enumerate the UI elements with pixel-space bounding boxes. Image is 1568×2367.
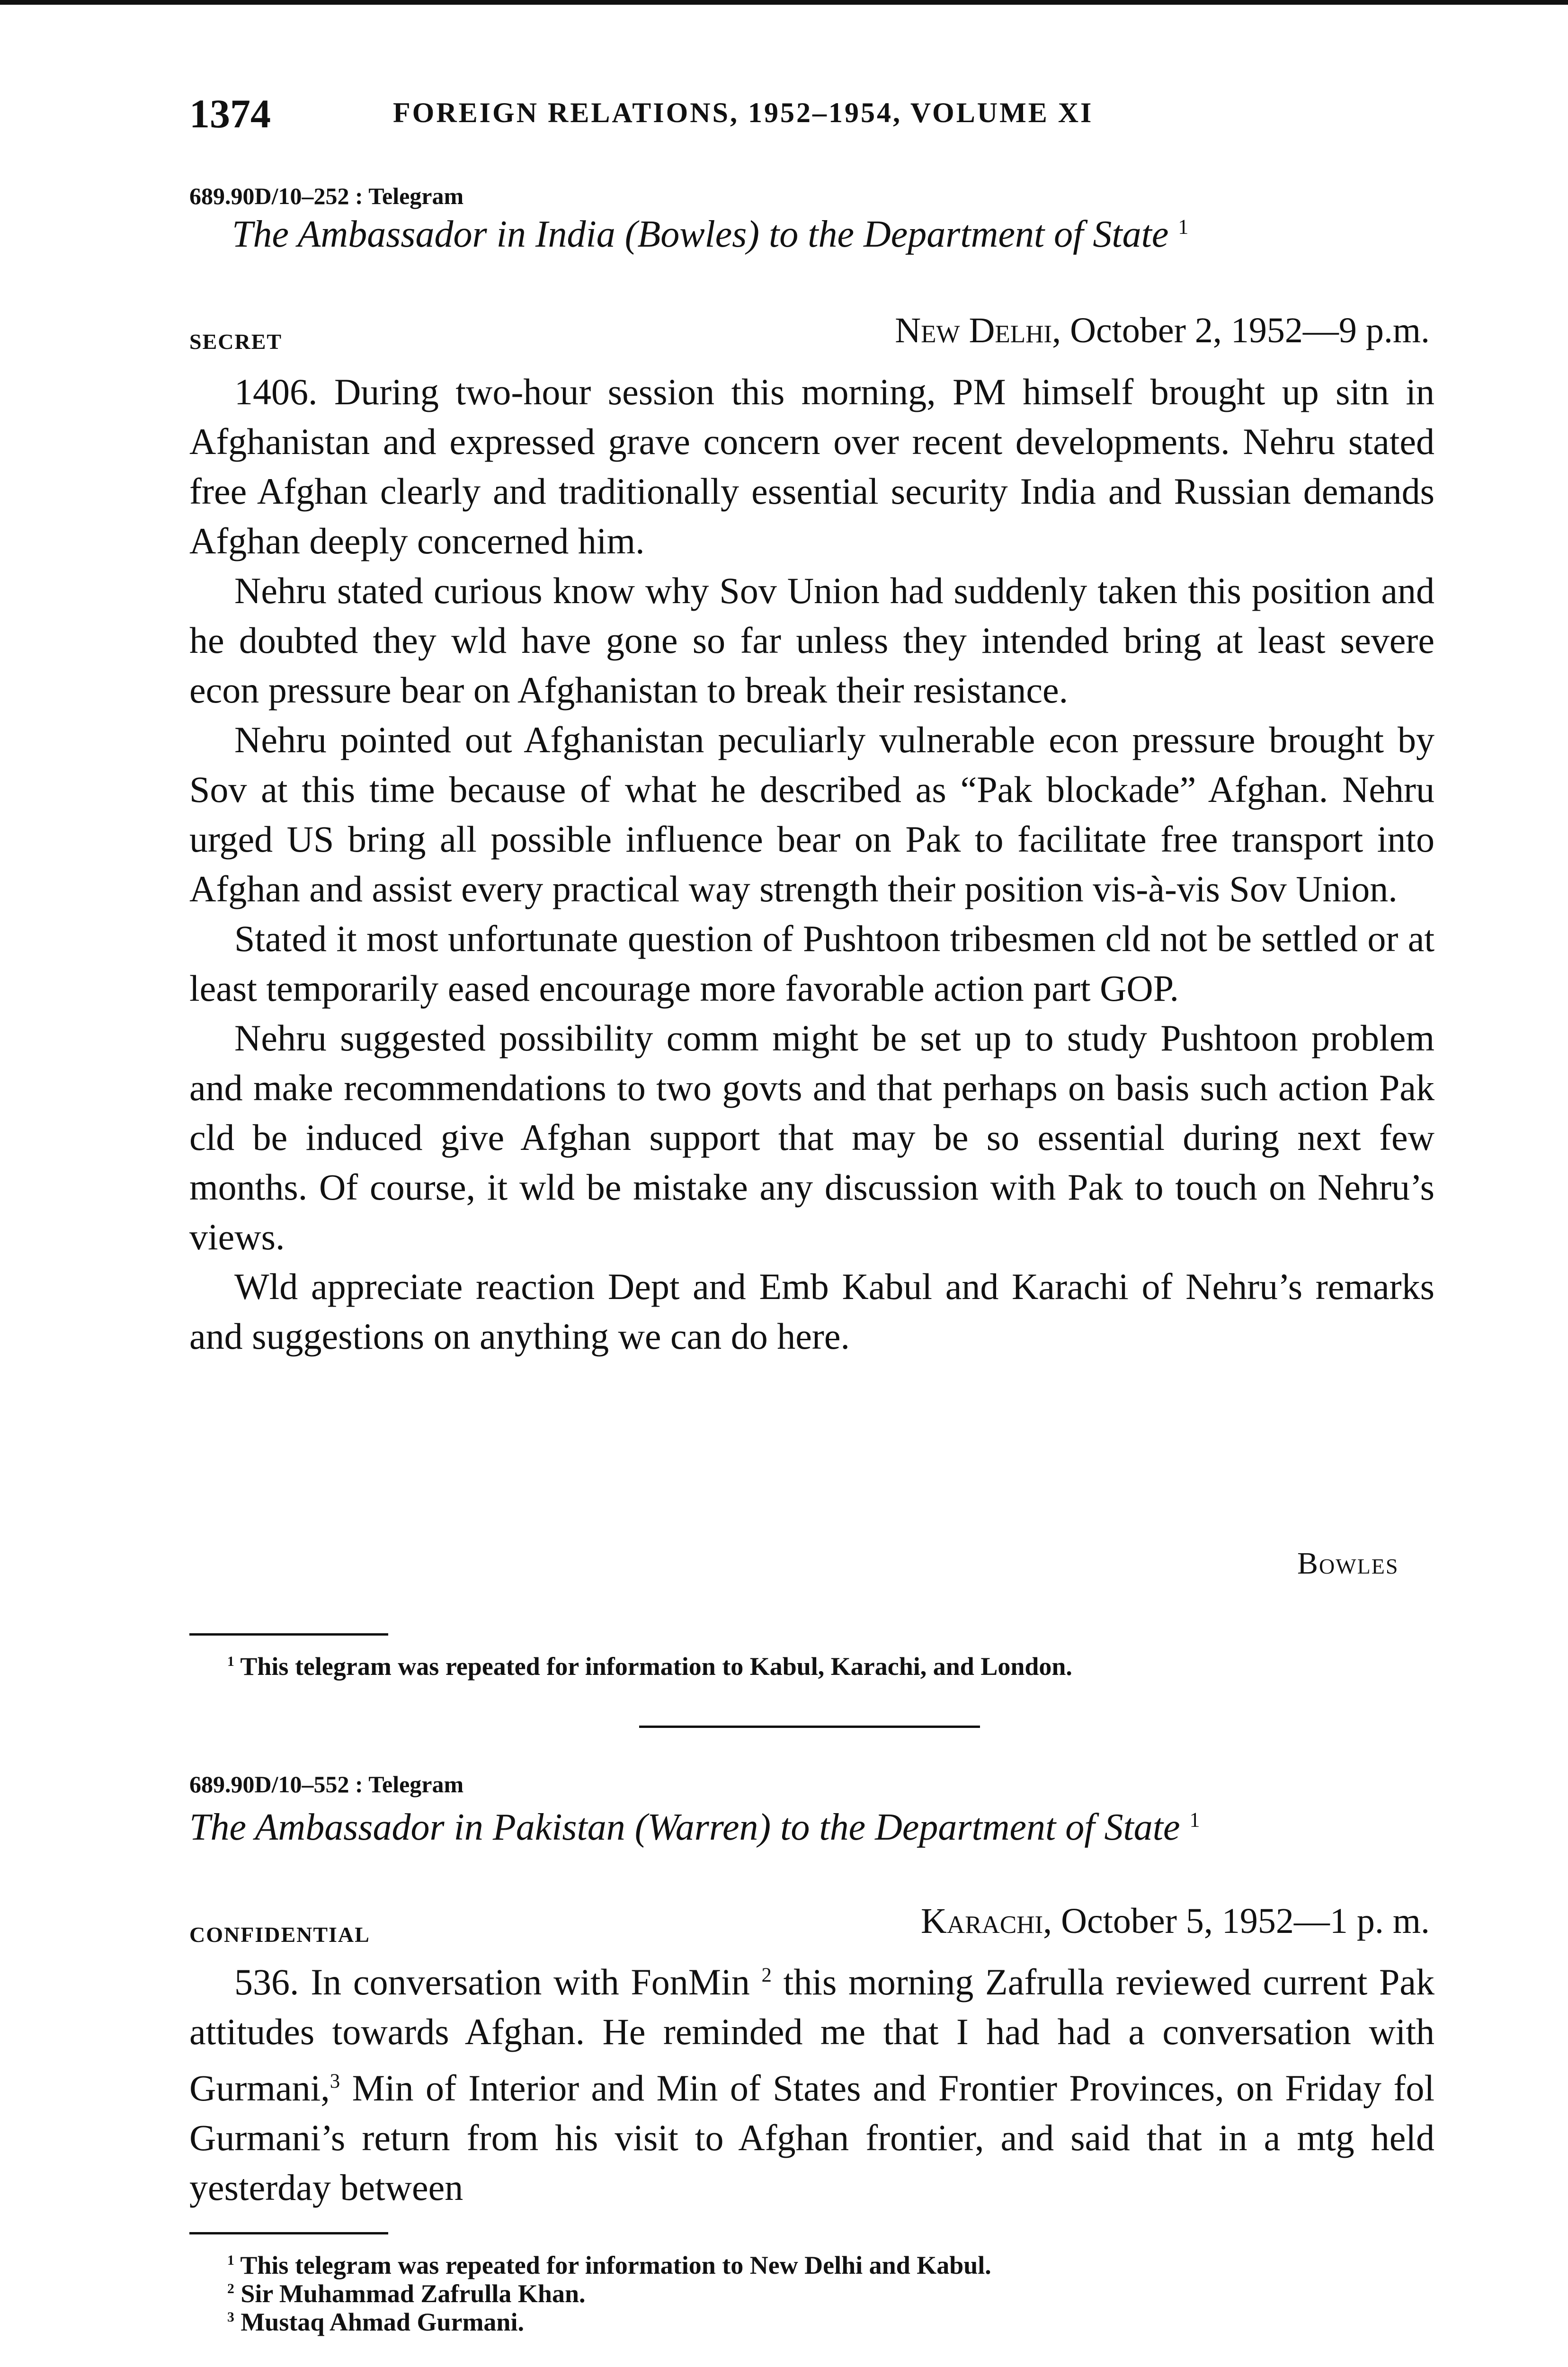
running-head (189, 90, 1401, 137)
footnote-text: Mustaq Ahmad Gurmani. (241, 2308, 524, 2336)
body-paragraph (189, 1950, 1434, 2212)
document-title (232, 213, 1188, 256)
footnote-number: 2 (227, 2281, 234, 2296)
body-paragraph: Nehru pointed out Afghanistan peculiarly vulnerable econ pressure brought by Sov at this time because of what he described as “Pak blockade” Afghan. Nehru urged US bring all possible influence bear on Pak to facilitate free transport into Afghan and assist every practical way strength their position vis-à-vis Sov Union. (189, 719, 1434, 909)
footnote-text: Sir Muhammad Zafrulla Khan. (241, 2279, 586, 2308)
footnote-rule (189, 2232, 388, 2234)
body-paragraph: Nehru suggested possibility comm might be set up to study Pushtoon problem and make recommendations to two govts and that perhaps on basis such action Pak cld be induced give Afghan support that may be so essential during next few months. Of course, it wld be mistake any discussion with Pak to touch on Nehru’s views. (189, 1017, 1434, 1257)
body-text-segment: Min of Interior and Min of States and Frontier Provinces, on Friday fol Gurmani’s return from his visit to Afghan frontier, and said that in a mtg held yesterday between (189, 2067, 1434, 2208)
telegram-body (189, 367, 1434, 1361)
document-title-text: The Ambassador in India (Bowles) to the Department of State (232, 214, 1169, 255)
body-text-segment: 536. In conversation with FonMin (234, 1961, 750, 2002)
footnote (227, 1647, 1072, 1681)
footnote-marker: 3 (330, 2070, 340, 2092)
dateline (767, 310, 1430, 351)
dateline-date: October 5, 1952—1 p. m. (1061, 1901, 1430, 1941)
signature: Bowles (1297, 1546, 1399, 1581)
top-border-rule (0, 0, 1568, 5)
telegram-body (189, 1950, 1434, 2212)
classification-label: SECRET (189, 329, 283, 354)
classification-label: CONFIDENTIAL (189, 1922, 370, 1947)
footnote-marker: 1 (1189, 1808, 1200, 1832)
dateline-place: New Delhi, (895, 311, 1061, 350)
body-paragraph: 1406. During two-hour session this morning, PM himself brought up sitn in Afghanistan and expressed grave concern over recent developments. Nehru stated free Afghan clearly and traditionally essential security India and Russian demands Afghan deeply concerned him. (189, 371, 1434, 561)
footnote-marker: 1 (1178, 215, 1189, 239)
dateline-place: Karachi, (921, 1901, 1052, 1941)
footnote-marker: 2 (761, 1964, 772, 1986)
dateline-date: October 2, 1952—9 p.m. (1070, 311, 1430, 350)
footnote-number: 1 (227, 1654, 234, 1669)
section-divider (639, 1726, 980, 1728)
body-paragraph: Wld appreciate reaction Dept and Emb Kabul and Karachi of Nehru’s remarks and suggestions on anything we can do here. (189, 1266, 1434, 1357)
footnote-text: This telegram was repeated for information to New Delhi and Kabul. (240, 2251, 991, 2279)
page-number: 1374 (189, 91, 271, 136)
document-title-text: The Ambassador in Pakistan (Warren) to the Department of State (189, 1806, 1180, 1848)
footnote-text: This telegram was repeated for information to Kabul, Karachi, and London. (240, 1652, 1072, 1681)
body-text-segment: this morning Zafrulla reviewed current Pak attitudes towards Afghan. He reminded me that I had had a conversation with Gurmani, (189, 1961, 1434, 2109)
footnote-number: 3 (227, 2310, 234, 2325)
footnote-number: 1 (227, 2253, 234, 2268)
document-title (189, 1806, 1200, 1849)
dateline (767, 1901, 1430, 1942)
file-reference: 689.90D/10–552 : Telegram (189, 1771, 464, 1797)
body-paragraph: Stated it most unfortunate question of Pushtoon tribesmen cld not be settled or at least temporarily eased encourage more favorable action part GOP. (189, 918, 1434, 1009)
footnote-rule (189, 1633, 388, 1636)
file-reference: 689.90D/10–252 : Telegram (189, 183, 464, 209)
footnote (227, 2303, 524, 2336)
body-paragraph: Nehru stated curious know why Sov Union had suddenly taken this position and he doubted they wld have gone so far unless they intended bring at least severe econ pressure bear on Afghanistan to break their resistance. (189, 570, 1434, 711)
running-title: FOREIGN RELATIONS, 1952–1954, VOLUME XI (393, 97, 1094, 128)
